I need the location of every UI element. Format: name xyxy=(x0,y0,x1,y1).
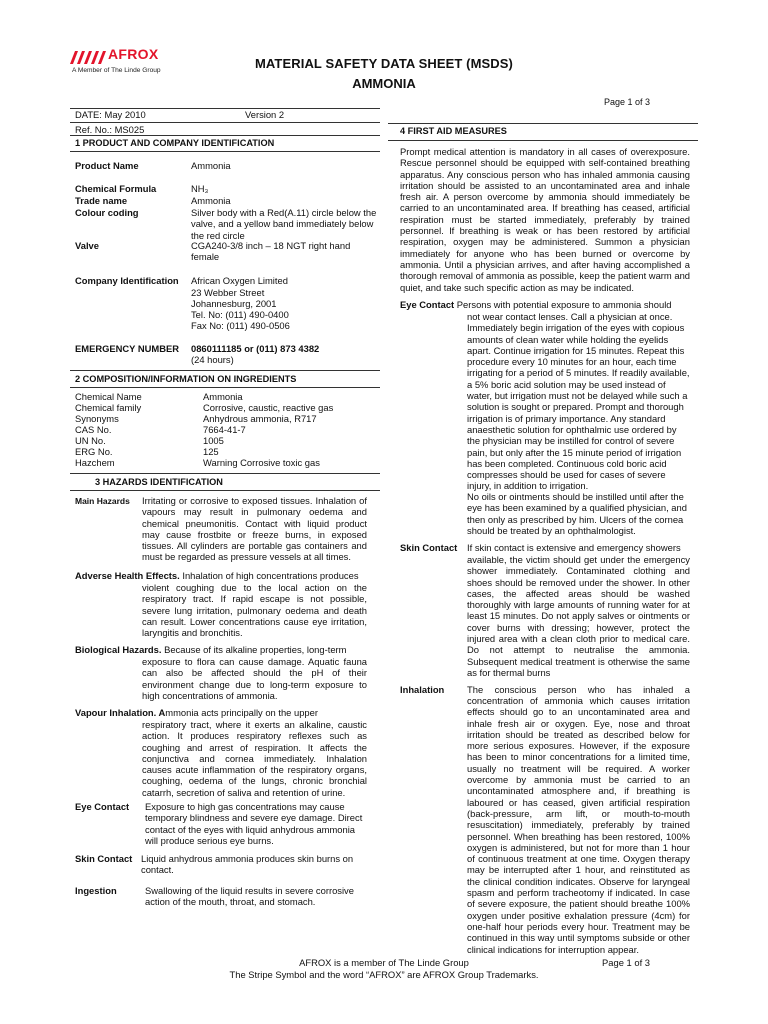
adverse-health-effects-line xyxy=(75,570,367,581)
product-name-label: Product Name xyxy=(75,160,139,171)
first-aid-skin-contact-label: Skin Contact xyxy=(400,542,458,553)
document-subtitle: AMMONIA xyxy=(352,76,416,91)
first-aid-inhalation-text: concentration of ammonia which causes irritation effects should go to an uncontaminated area and inhale fresh air or oxygen. Eye, nose and throat irritation should be treated as described below for more serious exposures. However, if the exposure has been to minor concentrations for a limited time, usually no treatment will be required. A worker overcome by ammonia must be carried to an uncontaminated atmosphere and, if breathing is laboured or has ceased, given artificial respiration (back-pressure, arm lift, or mouth-to-mouth resuscitation) immediately, preferably by trained personnel. When breathing has been restored, 100% oxygen is administered, but not for more than 1 hour of continuous treatment at one time. Oxygen therapy may be interrupted after 1 hour, and reinstituted as the clinical condition indicates. Observe for laryngeal spasm and perform tracheotomy if indicated. In case of severe exposure, the patient should breathe 100% oxygen under positive exhalation pressure (4cm) for one-half hour periods every hour. Treatment may be continued in this way until symptoms subside or other clinical indications for interruption appear. xyxy=(467,695,690,955)
divider xyxy=(388,140,698,141)
skin-contact-label: Skin Contact xyxy=(75,853,133,864)
company-identification-label: Company Identification xyxy=(75,275,179,286)
ingredient-value: 1005 xyxy=(203,435,224,446)
valve-label: Valve xyxy=(75,240,99,251)
divider xyxy=(70,387,380,388)
eye-contact-text: Exposure to high gas concentrations may cause temporary blindness and severe eye damage. Direct contact of the eyes with liquid anhydrous ammonia will produce serious eye burns. xyxy=(145,801,363,846)
colour-coding-label: Colour coding xyxy=(75,207,139,218)
company-city: Johannesburg, 2001 xyxy=(191,298,277,309)
ingredient-key: Hazchem xyxy=(75,457,115,468)
product-name-value: Ammonia xyxy=(191,160,231,171)
first-aid-eye-contact-text-2: No oils or ointments should be instilled until after the eye has been examined by a qualified physician, and then only as prescribed by him. Ulcers of the cornea should be treated by an ophthalmologist. xyxy=(467,491,687,536)
vapour-inhalation-first-line: mmonia acts principally on the upper xyxy=(165,707,318,718)
main-hazards-label: Main Hazards xyxy=(75,496,130,506)
vapour-inhalation-line xyxy=(75,707,367,718)
section-3-heading: 3 HAZARDS IDENTIFICATION xyxy=(95,477,223,487)
divider xyxy=(388,123,698,124)
company-street: 23 Webber Street xyxy=(191,287,265,298)
footer-line-2: The Stripe Symbol and the word “AFROX” are AFROX Group Trademarks. xyxy=(229,969,539,980)
valve-value: CGA240-3/8 inch – 18 NGT right hand female xyxy=(191,240,351,263)
company-tel: Tel. No: (011) 490-0400 xyxy=(191,309,289,320)
ingestion-text: Swallowing of the liquid results in severe corrosive action of the mouth, throat, and stomach. xyxy=(145,885,354,908)
first-aid-eye-contact-text: not wear contact lenses. Call a physician at once. Immediately begin irrigation of the eyes with copious amounts of clean water while holding the eyelids apart. Continue irrigation for 15 minutes. Repeat this procedure every 10 minutes for an hour, each time irrigating for a period of 5 minutes. If readily available, a 5% boric acid solution may be used instead of water, but irrigation must not be delayed while such a solution is sought or prepared. Prompt and thorough irrigation is of primary importance. Any standard anaesthetic solution for ophthalmic use ordered by the physician may be instilled for control of severe pain, but only after the 15 minute period of irrigation has been completed. Continuous cold boric acid compresses should be used for cases of severe injury, in addition to irrigation. xyxy=(467,311,690,492)
ingredient-key: ERG No. xyxy=(75,446,113,457)
first-aid-eye-contact-line xyxy=(400,299,690,310)
ingredient-value: Ammonia xyxy=(203,391,243,402)
section-1-heading: 1 PRODUCT AND COMPANY IDENTIFICATION xyxy=(75,138,275,148)
section-4-heading: 4 FIRST AID MEASURES xyxy=(400,126,507,136)
ingredient-value: Warning Corrosive toxic gas xyxy=(203,457,320,468)
divider xyxy=(70,151,380,152)
vapour-inhalation-text: respiratory tract, where it exerts an alkaline, caustic action. It produces respiratory reflexes such as coughing and arrest of respiration. It affects the conjunctiva and cornea immediately. Inhalation causes acute inflammation of the respiratory organs, coughing, oedema of the lungs, chronic bronchial catarrh, secretion of saliva and retention of urine. xyxy=(142,719,367,798)
adverse-health-effects-label: Adverse Health Effects. xyxy=(75,570,180,581)
first-aid-intro: Prompt medical attention is mandatory in all cases of overexposure. Rescue personnel should be equipped with self-contained breathing apparatus. Any conscious person who has inhaled ammonia causing irritation should be assisted to an uncontaminated area and inhale fresh air. A person overcome by ammonia should immediately be carried to an uncontaminated area. If breathing has ceased, artificial respiration must be started immediately, preferably by trained personnel. If breathing is weak or has been restored by artificial respiration, oxygen may be administered. Summon a physician immediately for anyone who has been burned or overcome by ammonia. Until a physician arrives, and after having accomplished a thorough removal of ammonia as possible, keep the patient warm and quiet, and take such specific action as may be indicated. xyxy=(400,146,690,293)
trade-name-value: Ammonia xyxy=(191,195,231,206)
first-aid-skin-contact-text: available, the victim should get under the emergency shower immediately. Contaminated clothing and shoes should be removed under the shower. In other cases, the affected areas should be washed thoroughly with large amounts of running water for at least 15 minutes. Do not apply salves or ointments or cover burns with dressing; however, protect the injured area with a clean cloth prior to medical care. Do not attempt to neutralise the ammonia. Subsequent medical treatment is otherwise the same as for thermal burns xyxy=(467,554,690,678)
biological-hazards-first-line: Because of its alkaline properties, long-term xyxy=(161,644,347,655)
skin-contact-text: Liquid anhydrous ammonia produces skin burns on contact. xyxy=(141,853,354,876)
section-2-heading: 2 COMPOSITION/INFORMATION ON INGREDIENTS xyxy=(75,374,297,384)
ingredient-key: Chemical Name xyxy=(75,391,142,402)
ingredient-key: UN No. xyxy=(75,435,106,446)
main-hazards-text: Irritating or corrosive to exposed tissues. Inhalation of vapours may result in pulmonary oedema and chemical pneumonitis. Contact with liquid product may cause frostbite or freeze burns, in exposed tissues. All cylinders are portable gas containers and must be regarded as pressure vessels at all times. xyxy=(142,495,367,563)
first-aid-inhalation-first-line: The conscious person who has inhaled a xyxy=(467,684,690,695)
first-aid-eye-contact-label: Eye Contact xyxy=(400,299,455,310)
divider xyxy=(70,370,380,371)
divider xyxy=(70,473,380,474)
document-title: MATERIAL SAFETY DATA SHEET (MSDS) xyxy=(254,56,513,71)
page-number-bottom: Page 1 of 3 xyxy=(602,957,650,968)
vapour-inhalation-label: Vapour Inhalation. A xyxy=(75,707,166,718)
page-number-top: Page 1 of 3 xyxy=(603,97,650,107)
ingestion-label: Ingestion xyxy=(75,885,117,896)
biological-hazards-label: Biological Hazards. xyxy=(75,644,162,655)
version: Version 2 xyxy=(245,109,285,120)
biological-hazards-text: exposure to flora can cause damage. Aquatic fauna can also be affected should the pH of their environment change due to long-term exposure to high concentrations of ammonia. xyxy=(142,656,367,701)
company-name: African Oxygen Limited xyxy=(191,275,288,286)
divider xyxy=(70,135,380,136)
chemical-formula-label: Chemical Formula xyxy=(75,183,157,194)
trade-name-label: Trade name xyxy=(75,195,128,206)
emergency-number-value: 0860111185 or (011) 873 4382 xyxy=(191,343,320,354)
first-aid-inhalation-label: Inhalation xyxy=(400,684,445,695)
eye-contact-label: Eye Contact xyxy=(75,801,130,812)
ingredient-key: Synonyms xyxy=(75,413,119,424)
ingredient-value: Corrosive, caustic, reactive gas xyxy=(203,402,334,413)
adverse-health-effects-text: violent coughing due to the local action on the respiratory tract. If rapid escape is not possible, severe lung irritation, pulmonary oedema and death can result. Lower concentrations cause eye irritation, laryngitis and bronchitis. xyxy=(142,582,367,639)
ingredient-key: CAS No. xyxy=(75,424,112,435)
emergency-hours: (24 hours) xyxy=(191,354,234,365)
brand-name: AFROX xyxy=(108,46,159,62)
biological-hazards-line xyxy=(75,644,367,655)
date: DATE: May 2010 xyxy=(75,109,146,120)
adverse-health-effects-first-line: Inhalation of high concentrations produces xyxy=(179,570,359,581)
ingredient-value: 7664-41-7 xyxy=(203,424,246,435)
ingredient-value: 125 xyxy=(203,446,219,457)
first-aid-skin-contact-first-line: If skin contact is extensive and emergency showers xyxy=(467,542,681,553)
ingredient-value: Anhydrous ammonia, R717 xyxy=(203,413,317,424)
first-aid-eye-contact-first-line: Persons with potential exposure to ammonia should xyxy=(454,299,672,310)
ingredient-key: Chemical family xyxy=(75,402,142,413)
brand-tagline: A Member of The Linde Group xyxy=(72,67,161,74)
reference-number: Ref. No.: MS025 xyxy=(75,124,145,135)
emergency-number-label: EMERGENCY NUMBER xyxy=(75,343,180,354)
divider xyxy=(70,490,380,491)
footer-line-1: AFROX is a member of The Linde Group xyxy=(299,957,469,968)
company-fax: Fax No: (011) 490-0506 xyxy=(191,320,290,331)
divider xyxy=(70,122,380,123)
chemical-formula-value: NH₃ xyxy=(191,183,209,194)
colour-coding-value: Silver body with a Red(A.11) circle below the valve, and a yellow band immediately below the red circle xyxy=(191,207,377,241)
